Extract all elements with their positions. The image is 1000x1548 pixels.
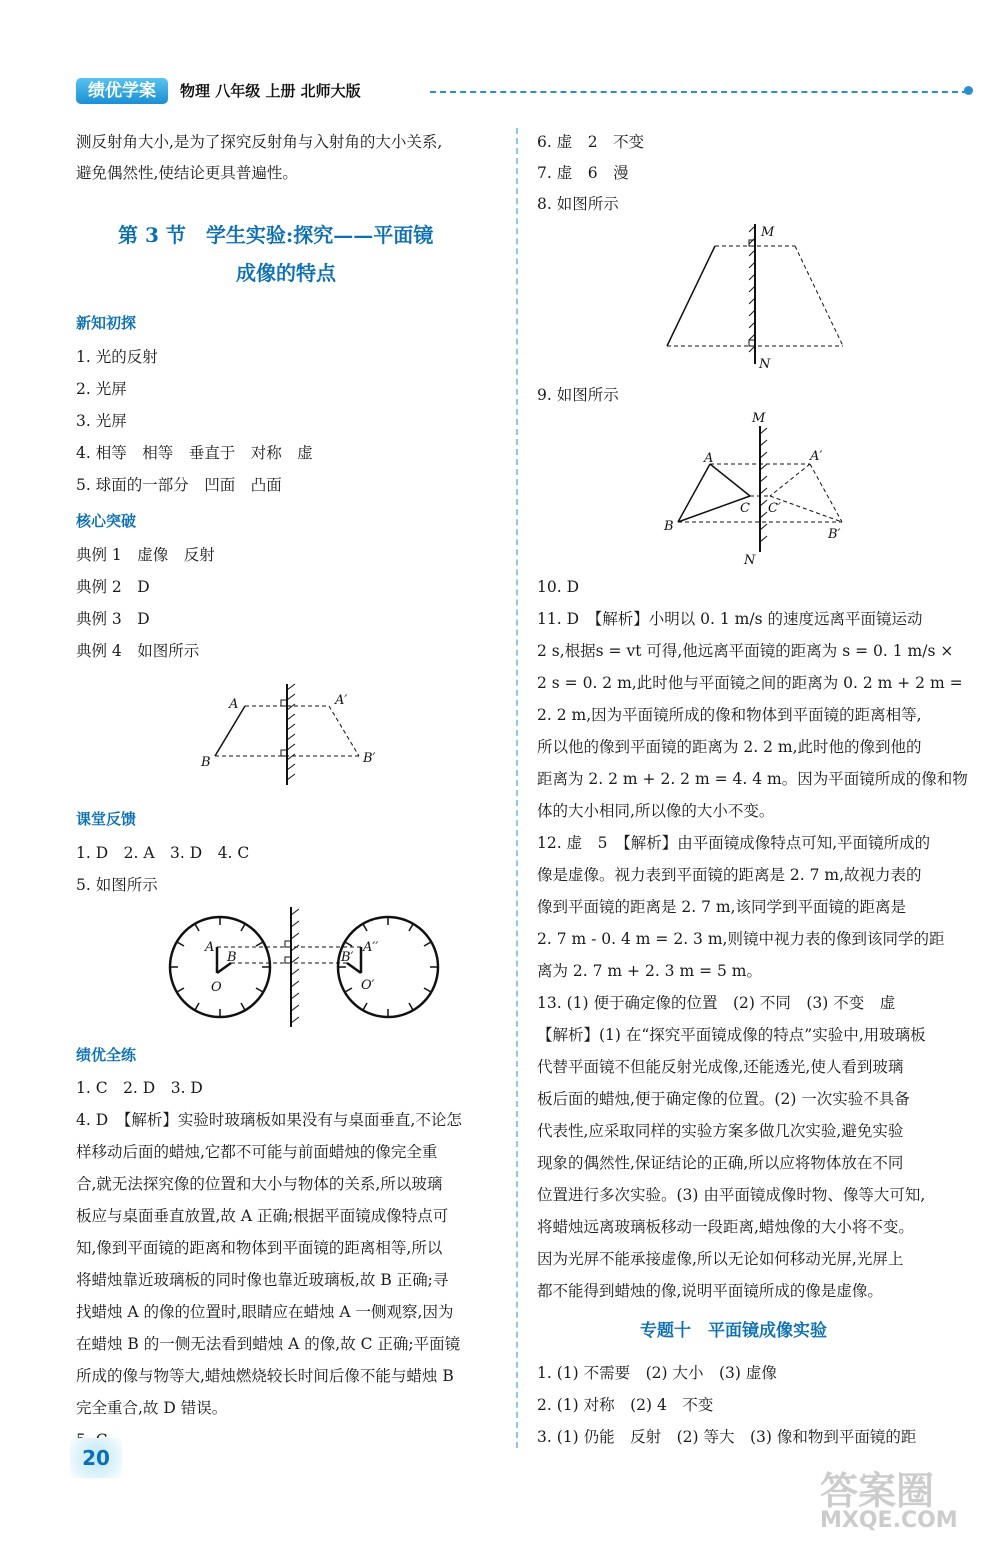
section-heading: 课堂反馈	[76, 810, 137, 828]
answer-item: 【解析】(1) 在“探究平面镜成像的特点”实验中,用玻璃板	[537, 1026, 926, 1044]
answer-item: 13. (1) 便于确定像的位置 (2) 不同 (3) 不变 虚	[537, 994, 896, 1012]
answer-item: 将蜡烛靠近玻璃板的同时像也靠近玻璃板,故 B 正确;寻	[76, 1271, 449, 1289]
mirror-figure-example4	[195, 680, 395, 790]
chapter-title-line2: 成像的特点	[236, 261, 336, 285]
answer-item: 10. D	[537, 578, 580, 596]
answer-item: 样移动后面的蜡烛,它都不可能与前面蜡烛的像完全重	[76, 1143, 438, 1161]
answer-item: 6. 虚 2 不变	[537, 133, 645, 151]
answer-item: 板应与桌面垂直放置,故 A 正确;根据平面镜成像特点可	[76, 1207, 449, 1225]
label-B-prime: B′	[363, 751, 376, 766]
answer-item: 5. 球面的一部分 凹面 凸面	[76, 476, 282, 494]
clock-label-A: A	[205, 940, 215, 955]
answer-item: 4. D 【解析】实验时玻璃板如果没有与桌面垂直,不论怎	[76, 1111, 462, 1129]
label-N: N	[744, 553, 756, 567]
clock-mirror-figure	[165, 905, 455, 1030]
clock-label-O: O	[211, 980, 222, 995]
answer-item: 典例 1 虚像 反射	[76, 546, 215, 564]
text-line: 避免偶然性,使结论更具普遍性。	[76, 164, 298, 182]
answer-item: 11. D 【解析】小明以 0. 1 m/s 的速度远离平面镜运动	[537, 610, 923, 628]
answer-item: 9. 如图所示	[537, 386, 619, 404]
answer-item: 2. 7 m - 0. 4 m = 2. 3 m,则镜中视力表的像到该同学的距	[537, 930, 945, 948]
clock-label-O-prime: O′	[361, 978, 375, 993]
answer-item: 代表性,应采取同样的实验方案多做几次实验,避免实验	[537, 1122, 904, 1140]
answer-item: 2 s,根据s = vt 可得,他远离平面镜的距离为 s = 0. 1 m/s ×	[537, 642, 954, 660]
answer-item: 典例 2 D	[76, 578, 150, 596]
answer-item: 找蜡烛 A 的像的位置时,眼睛应在蜡烛 A 一侧观察,因为	[76, 1303, 454, 1321]
mirror-figure-8	[655, 222, 855, 372]
page-number: 20	[70, 1438, 122, 1478]
label-B: B	[664, 519, 674, 534]
text-line: 测反射角大小,是为了探究反射角与入射角的大小关系,	[76, 133, 443, 151]
label-A-prime: A′	[810, 449, 823, 464]
section-heading: 核心突破	[76, 512, 137, 530]
answer-item: 知,像到平面镜的距离和物体到平面镜的距离相等,所以	[76, 1239, 443, 1257]
column-divider	[516, 128, 518, 1448]
label-M: M	[761, 225, 775, 240]
answer-item: 像是虚像。视力表到平面镜的距离是 2. 7 m,故视力表的	[537, 866, 922, 884]
answer-item: 都不能得到蜡烛的像,说明平面镜所成的像是虚像。	[537, 1282, 883, 1300]
answer-item: 8. 如图所示	[537, 195, 619, 213]
answer-item: 3. 光屏	[76, 412, 127, 430]
header-subtitle: 物理 八年级 上册 北师大版	[180, 82, 361, 100]
answer-item: 所以他的像到平面镜的距离为 2. 2 m,此时他的像到他的	[537, 738, 922, 756]
clock-label-A-prime: A′′	[363, 940, 379, 955]
answer-item: 距离为 2. 2 m + 2. 2 m = 4. 4 m。因为平面镜所成的像和物	[537, 770, 968, 788]
label-C: C	[740, 501, 750, 516]
clock-label-B-prime: B′	[341, 950, 354, 965]
header-divider	[430, 91, 968, 93]
answer-item: 1. D 2. A 3. D 4. C	[76, 844, 250, 862]
answer-item: 7. 虚 6 漫	[537, 164, 629, 182]
section-heading: 绩优全练	[76, 1046, 137, 1064]
label-B-prime: B′	[828, 527, 841, 542]
topic-title: 专题十 平面镜成像实验	[640, 1321, 827, 1341]
answer-item: 代替平面镜不但能反射光成像,还能透光,使人看到玻璃	[537, 1058, 904, 1076]
watermark-logo: 答案圈	[820, 1469, 935, 1513]
answer-item: 完全重合,故 D 错误。	[76, 1399, 228, 1417]
chapter-title-line1: 第 3 节 学生实验:探究——平面镜	[118, 223, 434, 247]
answer-item: 位置进行多次实验。(3) 由平面镜成像时物、像等大可知,	[537, 1186, 926, 1204]
answer-item: 在蜡烛 B 的一侧无法看到蜡烛 A 的像,故 C 正确;平面镜	[76, 1335, 461, 1353]
header-brand: 绩优学案	[76, 78, 168, 104]
answer-item: 典例 4 如图所示	[76, 642, 200, 660]
answer-item: 离为 2. 7 m + 2. 3 m = 5 m。	[537, 962, 762, 980]
answer-item: 因为光屏不能承接虚像,所以无论如何移动光屏,光屏上	[537, 1250, 904, 1268]
label-A: A	[229, 697, 239, 712]
answer-item: 现象的偶然性,保证结论的正确,所以应将物体放在不同	[537, 1154, 904, 1172]
answer-item: 12. 虚 5 【解析】由平面镜成像特点可知,平面镜所成的	[537, 834, 931, 852]
answer-item: 合,就无法探究像的位置和大小与物体的关系,所以玻璃	[76, 1175, 443, 1193]
label-M: M	[752, 412, 766, 426]
clock-label-B: B	[227, 950, 237, 965]
label-N: N	[759, 357, 771, 372]
answer-item: 2. 光屏	[76, 380, 127, 398]
header-dot	[964, 86, 973, 95]
answer-item: 将蜡烛远离玻璃板移动一段距离,蜡烛像的大小将不变。	[537, 1218, 914, 1236]
answer-item: 典例 3 D	[76, 610, 150, 628]
answer-item: 2 s = 0. 2 m,此时他与平面镜之间的距离为 0. 2 m + 2 m =	[537, 674, 963, 692]
answer-item: 5. 如图所示	[76, 876, 158, 894]
section-heading: 新知初探	[76, 314, 137, 332]
answer-item: 3. (1) 仍能 反射 (2) 等大 (3) 像和物到平面镜的距	[537, 1428, 917, 1446]
answer-item: 2. 2 m,因为平面镜所成的像和物体到平面镜的距离相等,	[537, 706, 922, 724]
label-B: B	[201, 755, 211, 770]
answer-item: 板后面的蜡烛,便于确定像的位置。(2) 一次实验不具备	[537, 1090, 910, 1108]
label-A: A	[704, 451, 714, 466]
answer-item: 像到平面镜的距离是 2. 7 m,该同学到平面镜的距离是	[537, 898, 907, 916]
answer-item: 体的大小相同,所以像的大小不变。	[537, 802, 775, 820]
answer-item: 所成的像与物等大,蜡烛燃烧较长时间后像不能与蜡烛 B	[76, 1367, 454, 1385]
label-A-prime: A′	[335, 693, 348, 708]
label-C-prime: C′	[768, 501, 781, 516]
answer-item: 1. 光的反射	[76, 348, 158, 366]
answer-item: 1. C 2. D 3. D	[76, 1079, 203, 1097]
mirror-figure-9	[660, 412, 860, 567]
answer-item: 2. (1) 对称 (2) 4 不变	[537, 1396, 714, 1414]
watermark-url: MXQE.COM	[820, 1508, 958, 1533]
answer-item: 4. 相等 相等 垂直于 对称 虚	[76, 444, 313, 462]
answer-item: 1. (1) 不需要 (2) 大小 (3) 虚像	[537, 1364, 777, 1382]
